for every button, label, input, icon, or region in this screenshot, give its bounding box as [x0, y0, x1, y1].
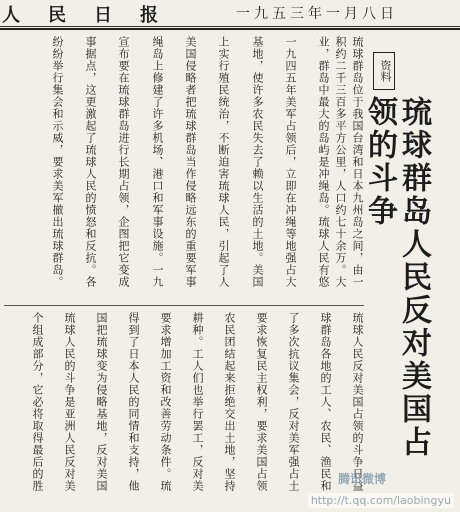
body-column: 耕种。工人们也举行罢工，反对美 — [191, 312, 204, 492]
body-column: 美国侵略者把琉球群岛当作侵略远东的重要军事 — [184, 36, 197, 288]
body-column: 国把琉球变为侵略基地，反对美国 — [95, 312, 108, 492]
body-column: 琉球人民的斗争是亚洲人民反对美 — [63, 312, 76, 492]
paper-name: 人民日报 — [2, 5, 186, 26]
body-column: 纷纷举行集会和示威，要求美军撤出琉球群岛。 — [51, 36, 64, 288]
body-column: 积约二千三百多平方公里，人口约七十余万。大 — [334, 36, 347, 288]
body-column: 了多次抗议集会，反对美军强占土 — [287, 312, 300, 492]
body-column: 基地，使许多农民失去了赖以生活的土地。美国 — [251, 36, 264, 288]
body-column: 宣布要在琉球群岛进行长期占领，企图把它变成 — [117, 36, 130, 288]
masthead-rule — [0, 28, 460, 30]
body-column: 农民团结起来拒绝交出土地，坚持 — [223, 312, 236, 492]
body-column: 要求恢复民主权利，要求美国占领 — [255, 312, 268, 492]
watermark-url: http://t.qq.com/laobingyu — [308, 493, 454, 508]
weibo-logo: 腾讯微博 — [338, 472, 387, 486]
body-column: 绳岛上修建了许多机场、港口和军事设施。一九 — [151, 36, 164, 288]
issue-date: 一九五三年一月八日 — [236, 6, 398, 22]
body-column: 事据点，这更激起了琉球人民的愤怒和反抗。各 — [84, 36, 97, 288]
body-column: 球群岛各地的工人、农民、渔民和 — [319, 312, 332, 492]
body-column: 业，群岛中最大的岛屿是冲绳岛。琉球人民有悠 — [317, 36, 330, 288]
headline: 琉球群岛人民反对美国占领的斗争 — [362, 96, 431, 459]
body-column: 上实行殖民统治，不断迫害琉球人民，引起了人 — [217, 36, 230, 288]
body-column: 琉球人民反对美国占领的斗争日益 — [351, 312, 364, 492]
body-column: 个组成部分，它必将取得最后的胜 — [31, 312, 44, 492]
article-tag: 资料 — [373, 52, 395, 90]
body-column: 要求增加工资和改善劳动条件。琉 — [159, 312, 172, 492]
body-column: 琉球群岛位于我国台湾和日本九州岛之间，由一 — [351, 36, 364, 288]
body-column: 一九四五年美军占领后，立即在冲绳等地强占大 — [284, 36, 297, 288]
body-column: 得到了日本人民的同情和支持，他 — [127, 312, 140, 492]
masthead — [0, 0, 460, 27]
section-divider — [4, 305, 364, 306]
